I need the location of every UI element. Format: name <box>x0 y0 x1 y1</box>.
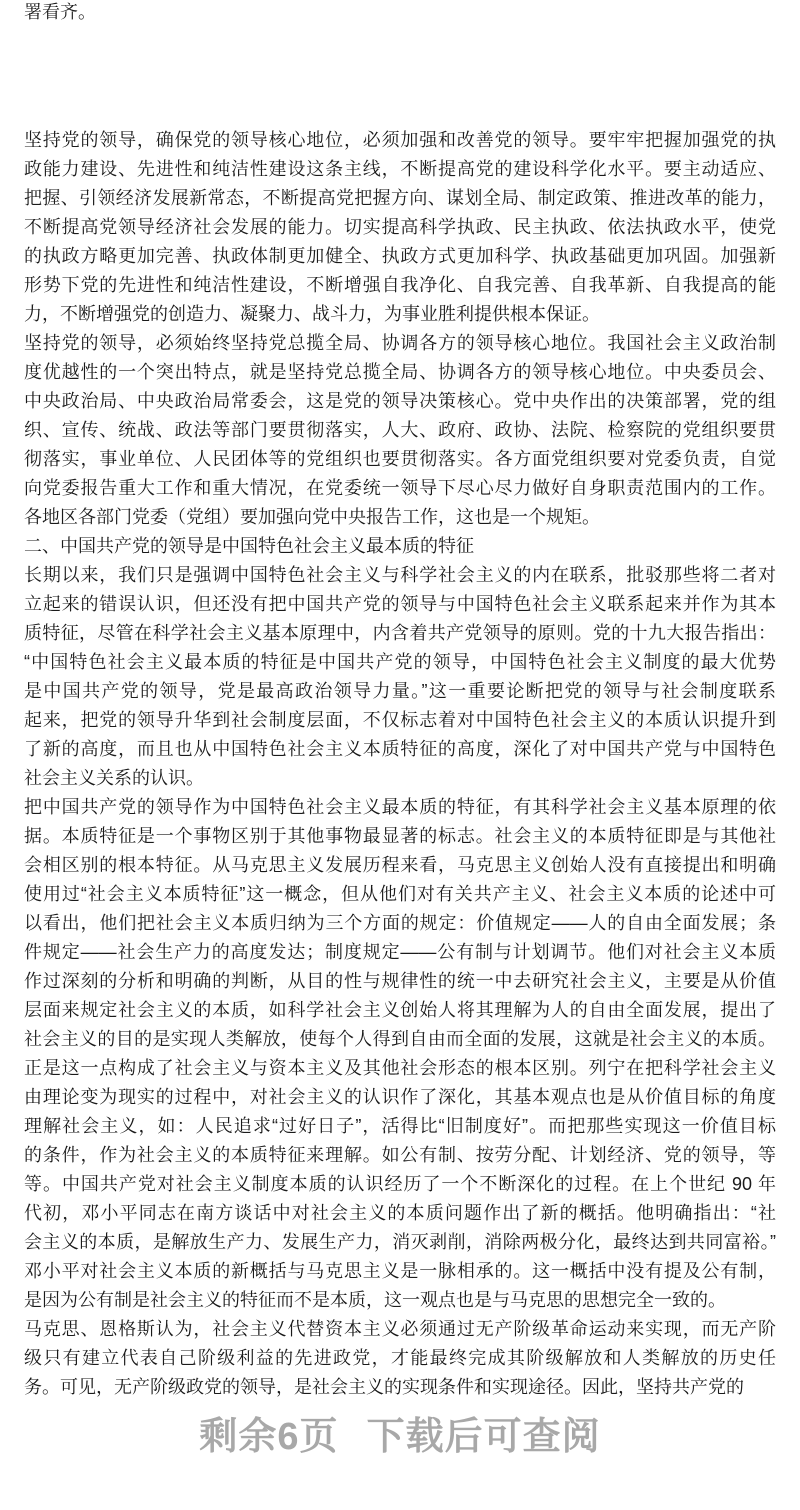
text-line: 起来，把党的领导升华到社会制度层面，不仅标志着对中国特色社会主义的本质认识提升到 <box>24 710 776 730</box>
text-line: 形势下党的先进性和纯洁性建设，不断增强自我净化、自我完善、自我革新、自我提高的能 <box>24 275 776 295</box>
text-line: 二、中国共产党的领导是中国特色社会主义最本质的特征 <box>24 536 474 556</box>
text-line: 是中国共产党的领导，党是最高政治领导力量。”这一重要论断把党的领导与社会制度联系 <box>24 681 776 701</box>
text-line: 社会主义关系的认识。 <box>24 768 204 788</box>
text-line: 层面来规定社会主义的本质，如科学社会主义创始人将其理解为人的自由全面发展，提出了 <box>24 1000 776 1020</box>
text-line: 邓小平对社会主义本质的新概括与马克思主义是一脉相承的。这一概括中没有提及公有制， <box>24 1261 776 1281</box>
text-line: 长期以来，我们只是强调中国特色社会主义与科学社会主义的内在联系，批驳那些将二者对 <box>24 565 776 585</box>
text-line: 理解社会主义，如：人民追求“过好日子”，活得比“旧制度好”。而把那些实现这一价值目标 <box>24 1116 776 1136</box>
document-top-fragment <box>24 0 776 27</box>
text-line: 会相区别的根本特征。从马克思主义发展历程来看，马克思主义创始人没有直接提出和明确 <box>24 855 776 875</box>
text-line: 社会主义的目的是实现人类解放，使每个人得到自由而全面的发展，这就是社会主义的本质。 <box>24 1029 776 1049</box>
paragraph <box>24 1315 776 1402</box>
text-line: 正是这一点构成了社会主义与资本主义及其他社会形态的根本区别。列宁在把科学社会主义 <box>24 1058 776 1078</box>
section-heading <box>24 532 776 561</box>
text-line: 务。可见，无产阶级政党的领导，是社会主义的实现条件和实现途径。因此，坚持共产党的 <box>24 1377 744 1397</box>
text-line: 等。中国共产党对社会主义制度本质的认识经历了一个不断深化的过程。在上个世纪 90 年 <box>24 1174 776 1194</box>
text-line: “中国特色社会主义最本质的特征是中国共产党的领导，中国特色社会主义制度的最大优势 <box>24 652 776 672</box>
download-hint-label: 下载后可查阅 <box>366 1416 601 1458</box>
remaining-pages-label: 剩余6页 <box>199 1416 339 1458</box>
text-line: 把中国共产党的领导作为中国特色社会主义最本质的特征，有其科学社会主义基本原理的依 <box>24 797 776 817</box>
text-line: 件规定——社会生产力的高度发达；制度规定——公有制与计划调节。他们对社会主义本质 <box>24 942 776 962</box>
text-line: 署看齐。 <box>24 2 96 22</box>
text-line: 作过深刻的分析和明确的判断，从目的性与规律性的统一中去研究社会主义，主要是从价值 <box>24 971 776 991</box>
text-line: 的执政方略更加完善、执政体制更加健全、执政方式更加科学、执政基础更加巩固。加强新 <box>24 246 776 266</box>
text-line: 把握、引领经济发展新常态，不断提高党把握方向、谋划全局、制定政策、推进改革的能力， <box>24 188 776 208</box>
text-line: 据。本质特征是一个事物区别于其他事物最显著的标志。社会主义的本质特征即是与其他社 <box>24 826 776 846</box>
text-line: 了新的高度，而且也从中国特色社会主义本质特征的高度，深化了对中国共产党与中国特色 <box>24 739 776 759</box>
text-line: 中央政治局、中央政治局常委会，这是党的领导决策核心。党中央作出的决策部署，党的组 <box>24 391 776 411</box>
text-line: 代初，邓小平同志在南方谈话中对社会主义的本质问题作出了新的概括。他明确指出：“社 <box>24 1203 776 1223</box>
text-line: 立起来的错误认识，但还没有把中国共产党的领导与中国特色社会主义联系起来并作为其本 <box>24 594 776 614</box>
text-line: 各地区各部门党委（党组）要加强向党中央报告工作，这也是一个规矩。 <box>24 507 600 527</box>
download-prompt[interactable] <box>0 1405 800 1460</box>
text-line: 由理论变为现实的过程中，对社会主义的认识作了深化，其基本观点也是从价值目标的角度 <box>24 1087 776 1107</box>
text-line: 力，不断增强党的创造力、凝聚力、战斗力，为事业胜利提供根本保证。 <box>24 304 600 324</box>
text-line: 向党委报告重大工作和重大情况，在党委统一领导下尽心尽力做好自身职责范围内的工作。 <box>24 478 776 498</box>
text-line: 彻落实，事业单位、人民团体等的党组织也要贯彻落实。各方面党组织要对党委负责，自觉 <box>24 449 776 469</box>
text-line: 级只有建立代表自己阶级利益的先进政党，才能最终完成其阶级解放和人类解放的历史任 <box>24 1348 776 1368</box>
text-line: 度优越性的一个突出特点，就是坚持党总揽全局、协调各方的领导核心地位。中央委员会、 <box>24 362 776 382</box>
text-line: 的条件，作为社会主义的本质特征来理解。如公有制、按劳分配、计划经济、党的领导，等 <box>24 1145 776 1165</box>
text-line: 以看出，他们把社会主义本质归纳为三个方面的规定：价值规定——人的自由全面发展；条 <box>24 913 776 933</box>
text-line: 质特征，尽管在科学社会主义基本原理中，内含着共产党领导的原则。党的十九大报告指出： <box>24 623 776 643</box>
paragraph <box>24 126 776 329</box>
paragraph <box>24 793 776 1315</box>
text-line: 马克思、恩格斯认为，社会主义代替资本主义必须通过无产阶级革命运动来实现，而无产阶 <box>24 1319 776 1339</box>
text-line: 坚持党的领导，确保党的领导核心地位，必须加强和改善党的领导。要牢牢把握加强党的执 <box>24 130 776 150</box>
text-line: 织、宣传、统战、政法等部门要贯彻落实，人大、政府、政协、法院、检察院的党组织要贯 <box>24 420 776 440</box>
text-line: 坚持党的领导，必须始终坚持党总揽全局、协调各方的领导核心地位。我国社会主义政治制 <box>24 333 776 353</box>
text-line: 使用过“社会主义本质特征”这一概念，但从他们对有关共产主义、社会主义本质的论述中可 <box>24 884 776 904</box>
text-line: 不断提高党领导经济社会发展的能力。切实提高科学执政、民主执政、依法执政水平，使党 <box>24 217 776 237</box>
text-line: 会主义的本质，是解放生产力、发展生产力，消灭剥削，消除两极分化，最终达到共同富裕。” <box>24 1232 776 1252</box>
paragraph <box>24 329 776 532</box>
text-line: 政能力建设、先进性和纯洁性建设这条主线，不断提高党的建设科学化水平。要主动适应、 <box>24 159 776 179</box>
text-line: 是因为公有制是社会主义的特征而不是本质，这一观点也是与马克思的思想完全一致的。 <box>24 1290 726 1310</box>
document-body <box>24 126 776 1402</box>
paragraph <box>24 561 776 793</box>
